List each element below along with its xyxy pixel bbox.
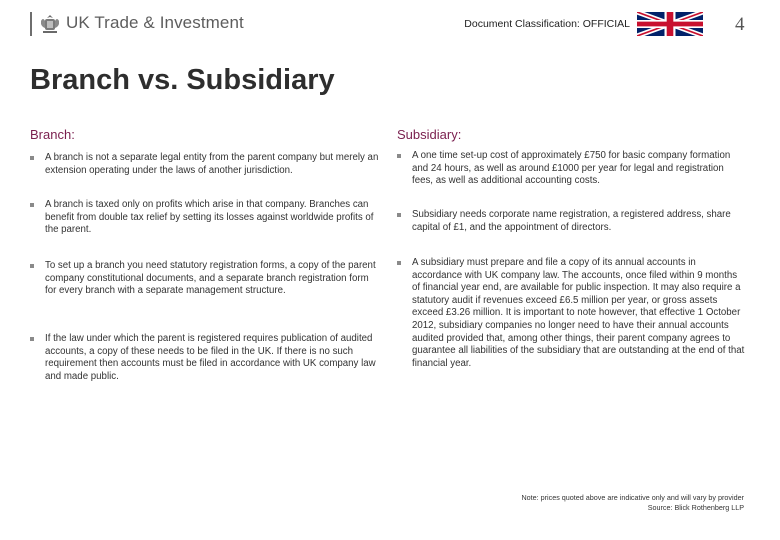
bullet-icon xyxy=(397,213,401,217)
bullet-icon xyxy=(30,264,34,268)
bullet-icon xyxy=(30,156,34,160)
subsidiary-item-text: Subsidiary needs corporate name registration, a registered address, share capital of £1, and the appointment of directors. xyxy=(412,209,731,233)
subsidiary-item-text: A subsidiary must prepare and file a copy of its annual accounts in accordance with UK company law. The accounts, once filed within 9 months of financial year end, are available for public inspection. It may also require a statutory audit if revenues exceed £6.5 million per year, or gross assets exceed £3.26 million. It is important to note however, that effective 1 October 2012, subsidiary companies no longer need to have their annual accounts audited provided that, among other things, their parent company agrees to guarantee all liabilities of the subsidiary that are outstanding at the end of that financial year. xyxy=(412,257,745,369)
subsidiary-item xyxy=(397,209,747,234)
branch-item-text: A branch is taxed only on profits which arise in that company. Branches can benefit from double tax relief by setting its losses against worldwide profits of the parent. xyxy=(45,199,374,236)
branch-item-text: If the law under which the parent is registered requires publication of audited accounts, a copy of these needs to be filed in the UK. If there is no such requirement then accounts must be filed in accordance with UK company law and made public. xyxy=(45,333,376,382)
logo-divider xyxy=(30,12,32,36)
organisation-logo-text: UK Trade & Investment xyxy=(66,13,244,32)
union-jack-flag-icon xyxy=(637,12,703,36)
branch-item xyxy=(30,152,380,177)
page-title: Branch vs. Subsidiary xyxy=(30,64,335,96)
branch-item xyxy=(30,199,380,237)
subsidiary-item-text: A one time set-up cost of approximately £750 for basic company formation and 24 hours, as well as around £1000 per year for legal and registration fees, as well as additional accounting costs. xyxy=(412,150,731,187)
document-classification: Document Classification: OFFICIAL xyxy=(464,18,630,30)
footnote-disclaimer: Note: prices quoted above are indicative only and will vary by provider xyxy=(521,493,744,502)
branch-item xyxy=(30,260,380,298)
royal-crest-icon xyxy=(38,12,62,36)
subsidiary-item xyxy=(397,150,747,188)
page-number: 4 xyxy=(735,14,745,35)
subsidiary-item xyxy=(397,257,747,370)
branch-item-text: A branch is not a separate legal entity from the parent company but merely an extension operating under the laws of another jurisdiction. xyxy=(45,152,379,176)
branch-heading: Branch: xyxy=(30,127,75,142)
footnote xyxy=(521,493,744,513)
subsidiary-heading: Subsidiary: xyxy=(397,127,462,142)
bullet-icon xyxy=(397,261,401,265)
bullet-icon xyxy=(30,337,34,341)
branch-item-text: To set up a branch you need statutory registration forms, a copy of the parent company constitutional documents, and a separate branch registration form for every branch with a separate management structure. xyxy=(45,260,376,297)
bullet-icon xyxy=(397,154,401,158)
branch-item xyxy=(30,333,380,383)
bullet-icon xyxy=(30,203,34,207)
footnote-source: Source: Blick Rothenberg LLP xyxy=(647,503,744,512)
